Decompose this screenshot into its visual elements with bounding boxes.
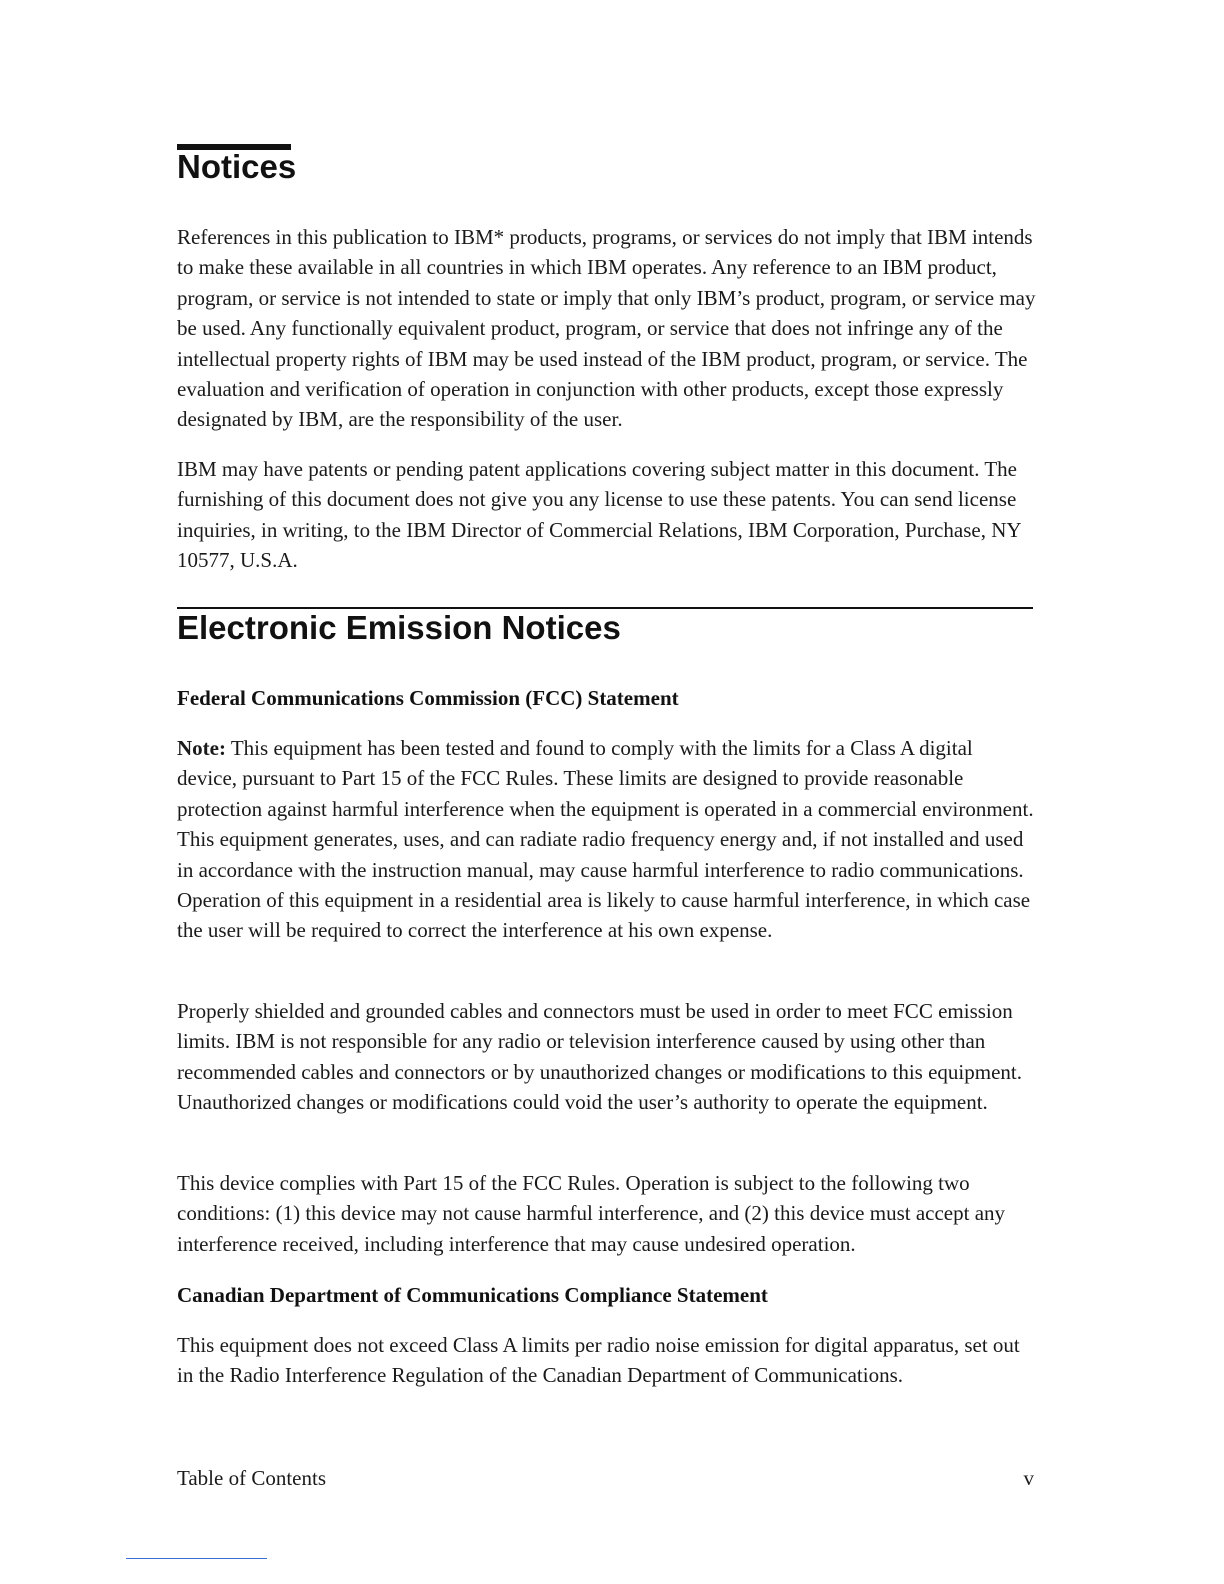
notices-paragraph-2: IBM may have patents or pending patent applications covering subject matter in this document. The furnishing of this document does not give you any license to use these patents. You can send license inquiries, in writing, to the IBM Director of Commercial Relations, IBM Corporation, Purchase, NY 10577, U.S.A. xyxy=(177,457,1021,573)
notices-paragraph-2-block xyxy=(177,454,1037,576)
canadian-heading: Canadian Department of Communications Compliance Statement xyxy=(177,1283,768,1307)
canadian-block xyxy=(177,1330,1037,1391)
note-text: This equipment has been tested and found to comply with the limits for a Class A digital device, pursuant to Part 15 of the FCC Rules. These limits are designed to provide reasonable protection against harmful interference when the equipment is operated in a commercial environment. This equipment generates, uses, and can radiate radio frequency energy and, if not installed and used in accordance with the instruction manual, may cause harmful interference to radio communications. Operation of this equipment in a residential area is likely to cause harmful interference, in which case the user will be required to correct the interference at his own expense. xyxy=(177,736,1034,943)
fcc-shielded-paragraph: Properly shielded and grounded cables and connectors must be used in order to meet FCC emission limits. IBM is not responsible for any radio or television interference caused by using other than recommended cables and connectors or by unauthorized changes or modifications to this equipment. Unauthorized changes or modifications could void the user’s authority to operate the equipment. xyxy=(177,999,1022,1115)
fcc-part15-paragraph: This device complies with Part 15 of the FCC Rules. Operation is subject to the following two conditions: (1) this device may not cause harmful interference, and (2) this device must accept any interference received, including interference that may cause undesired operation. xyxy=(177,1171,1006,1256)
footer-page-number: v xyxy=(1023,1466,1034,1490)
link-underline-decoration xyxy=(126,1558,267,1559)
note-label: Note: xyxy=(177,736,226,760)
footer-table-of-contents-link[interactable]: Table of Contents xyxy=(177,1466,326,1490)
canadian-paragraph: This equipment does not exceed Class A limits per radio noise emission for digital apparatus, set out in the Radio Interference Regulation of the Canadian Department of Communications. xyxy=(177,1333,1020,1388)
fcc-note-block xyxy=(177,733,1037,946)
fcc-shielded-block xyxy=(177,996,1037,1118)
notices-paragraph-1-block xyxy=(177,222,1037,435)
fcc-note-paragraph xyxy=(177,733,1037,946)
fcc-part15-block xyxy=(177,1168,1037,1259)
fcc-heading: Federal Communications Commission (FCC) Statement xyxy=(177,686,679,710)
notices-title: Notices xyxy=(177,148,297,185)
emission-title: Electronic Emission Notices xyxy=(177,609,621,646)
notices-paragraph-1: References in this publication to IBM* products, programs, or services do not imply that IBM intends to make these available in all countries in which IBM operates. Any reference to an IBM product, program, or service is not intended to state or imply that only IBM’s product, program, or service may be used. Any functionally equivalent product, program, or service that does not infringe any of the intellectual property rights of IBM may be used instead of the IBM product, program, or service. The evaluation and verification of operation in conjunction with other products, except those expressly designated by IBM, are the responsibility of the user. xyxy=(177,225,1036,432)
